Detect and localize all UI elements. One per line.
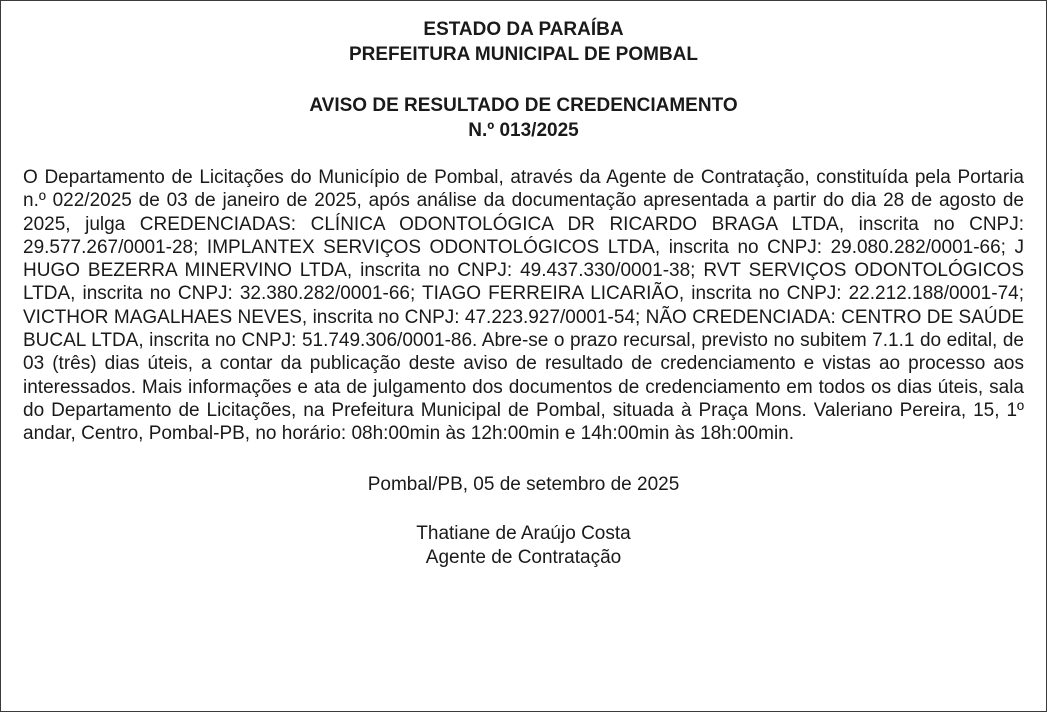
place-date: Pombal/PB, 05 de setembro de 2025 — [367, 473, 680, 495]
document-header — [23, 17, 1024, 67]
signature-block — [23, 522, 1024, 570]
notice-title: AVISO DE RESULTADO DE CREDENCIAMENTO — [309, 95, 738, 116]
signatory-role: Agente de Contratação — [425, 546, 622, 568]
state-name: ESTADO DA PARAÍBA — [423, 19, 624, 40]
notice-body: O Departamento de Licitações do Município de Pombal, através da Agente de Contratação, constituída pela Portaria n.º 022/2025 de 03 de janeiro de 2025, após análise da documentação apresentada a partir do dia 28 de agosto de 2025, julga CREDENCIADAS: CLÍNICA ODONTOLÓGICA DR RICARDO BRAGA LTDA, inscrita no CNPJ: 29.577.267/0001-28; IMPLANTEX SERVIÇOS ODONTOLÓGICOS LTDA, inscrita no CNPJ: 29.080.282/0001-66; J HUGO BEZERRA MINERVINO LTDA, inscrita no CNPJ: 49.437.330/0001-38; RVT SERVIÇOS ODONTOLÓGICOS LTDA, inscrita no CNPJ: 32.380.282/0001-66; TIAGO FERREIRA LICARIÃO, inscrita no CNPJ: 22.212.188/0001-74; VICTHOR MAGALHAES NEVES, inscrita no CNPJ: 47.223.927/0001-54; NÃO CREDENCIADA: CENTRO DE SAÚDE BUCAL LTDA, inscrita no CNPJ: 51.749.306/0001-86. Abre-se o prazo recursal, previsto no subitem 7.1.1 do edital, de 03 (três) dias úteis, a contar da publicação deste aviso de resultado de credenciamento e vistas ao processo aos interessados. Mais informações e ata de julgamento dos documentos de credenciamento em todos os dias úteis, sala do Departamento de Licitações, na Prefeitura Municipal de Pombal, situada à Praça Mons. Valeriano Pereira, 15, 1º andar, Centro, Pombal-PB, no horário: 08h:00min às 12h:00min e 14h:00min às 18h:00min. — [23, 167, 1024, 445]
notice-number: N.º 013/2025 — [468, 120, 579, 141]
signatory-name: Thatiane de Araújo Costa — [416, 522, 631, 544]
city-hall-name: PREFEITURA MUNICIPAL DE POMBAL — [348, 44, 699, 65]
notice-title-block — [23, 93, 1024, 143]
